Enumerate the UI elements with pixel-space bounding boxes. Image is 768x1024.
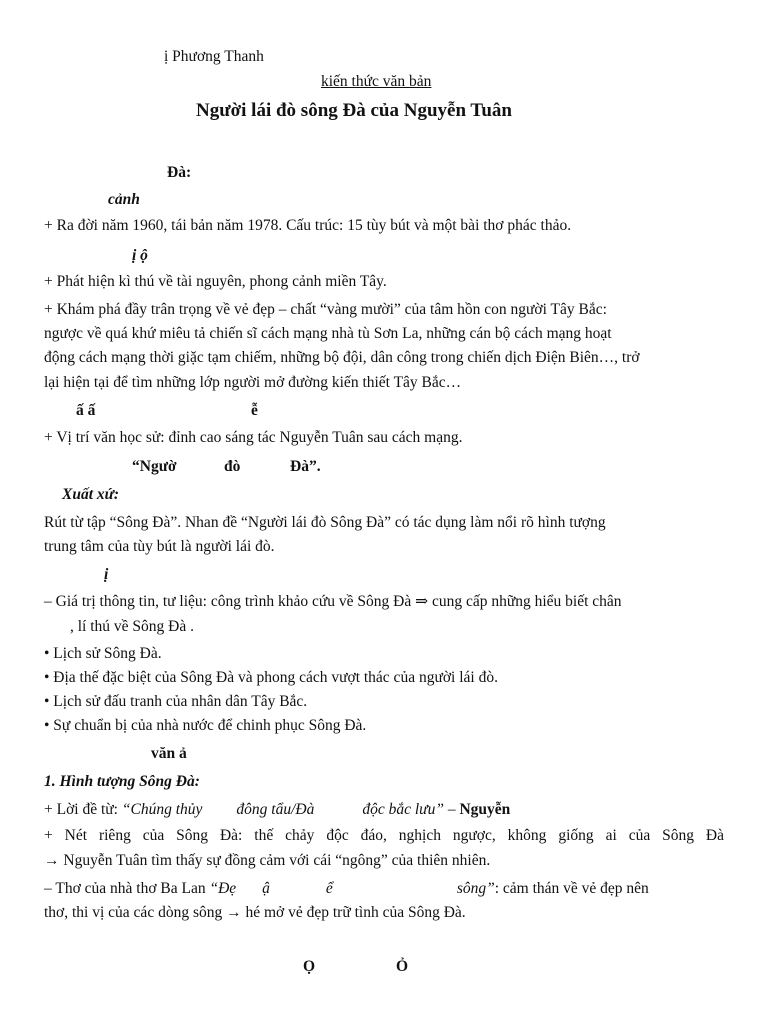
paragraph-line: + Ra đời năm 1960, tái bản năm 1978. Cấu trúc: 15 tùy bút và một bài thơ phác thảo. (44, 217, 572, 234)
poem-title: “Đẹ (209, 880, 237, 897)
section-heading: đò (224, 458, 241, 475)
section-heading: Đà: (167, 164, 192, 181)
list-item: • Địa thế đặc biệt của Sông Đà và phong cách vượt thác của người lái đò. (44, 669, 498, 686)
epigraph-dash: – (443, 801, 460, 818)
subheading: Xuất xứ: (62, 486, 120, 503)
paragraph-line: + Vị trí văn học sử: đỉnh cao sáng tác Nguyễn Tuân sau cách mạng. (44, 429, 463, 446)
poem-title: ể (325, 880, 333, 897)
subsection-heading: 1. Hình tượng Sông Đà: (44, 773, 200, 790)
footer-heading: Ọ (303, 958, 316, 975)
section-heading: “Ngườ (132, 458, 177, 475)
paragraph-line: → Nguyễn Tuân tìm thấy sự đồng cảm với cái “ngông” của thiên nhiên. (44, 852, 491, 869)
list-item: • Lịch sử Sông Đà. (44, 645, 162, 662)
subheading: ị (104, 566, 109, 583)
list-item: • Lịch sử đấu tranh của nhân dân Tây Bắc. (44, 693, 308, 710)
author-line: ị Phương Thanh (164, 48, 264, 65)
paragraph-line: ngược về quá khứ miêu tả chiến sĩ cách mạng nhà tù Sơn La, những cán bộ cách mạng hoạt (44, 325, 612, 342)
epigraph-quote: độc bắc lưu” (362, 801, 444, 818)
footer-heading: Ỏ (396, 958, 409, 975)
paragraph-line: lại hiện tại để tìm những lớp người mở đường kiến thiết Tây Bắc… (44, 374, 462, 391)
epigraph-quote: “Chúng thủy (121, 801, 203, 818)
subheading: ị ộ (132, 247, 148, 264)
document-subtitle: kiến thức văn bản (321, 73, 432, 90)
poem-title: ậ (262, 880, 270, 897)
subheading: cảnh (108, 191, 140, 208)
paragraph-line: Rút từ tập “Sông Đà”. Nhan đề “Người lái đò Sông Đà” có tác dụng làm nổi rõ hình tượng (44, 514, 606, 531)
document-title: Người lái đò sông Đà của Nguyễn Tuân (196, 100, 512, 121)
paragraph-line: động cách mạng thời giặc tạm chiếm, những bộ đội, dân công trong chiến dịch Điện Biên…, trở (44, 349, 640, 366)
subheading: ễ (251, 402, 258, 419)
paragraph-line: thơ, thi vị của các dòng sông → hé mở vẻ đẹp trữ tình của Sông Đà. (44, 904, 466, 921)
paragraph-line: + Khám phá đầy trân trọng về vẻ đẹp – chất “vàng mười” của tâm hồn con người Tây Bắc: (44, 301, 607, 318)
paragraph-line: trung tâm của tùy bút là người lái đò. (44, 538, 275, 555)
paragraph-line: + Phát hiện kì thú về tài nguyên, phong cảnh miền Tây. (44, 273, 387, 290)
section-heading: Đà”. (290, 458, 321, 475)
paragraph-line: , lí thú về Sông Đà . (70, 618, 194, 635)
epigraph-prefix: + Lời đề từ: (44, 801, 122, 818)
section-heading: văn ả (151, 745, 187, 762)
poem-title: sông” (456, 880, 495, 897)
paragraph-line: + Nét riêng của Sông Đà: thế chảy độc đáo, nghịch ngược, không giống ai của Sông Đà (44, 827, 724, 844)
epigraph-line (44, 800, 510, 820)
epigraph-author: Nguyễn (459, 801, 511, 818)
epigraph-quote: đông tẩu/Đà (236, 801, 315, 818)
paragraph-line (44, 879, 724, 899)
text-segment: : cảm thán về vẻ đẹp nên (494, 880, 649, 897)
subheading: ấ ấ (76, 402, 96, 419)
text-segment: – Thơ của nhà thơ Ba Lan (44, 880, 210, 897)
paragraph-line: – Giá trị thông tin, tư liệu: công trình khảo cứu về Sông Đà ⇒ cung cấp những hiểu biết chân (44, 593, 622, 610)
list-item: • Sự chuẩn bị của nhà nước để chinh phục Sông Đà. (44, 717, 367, 734)
